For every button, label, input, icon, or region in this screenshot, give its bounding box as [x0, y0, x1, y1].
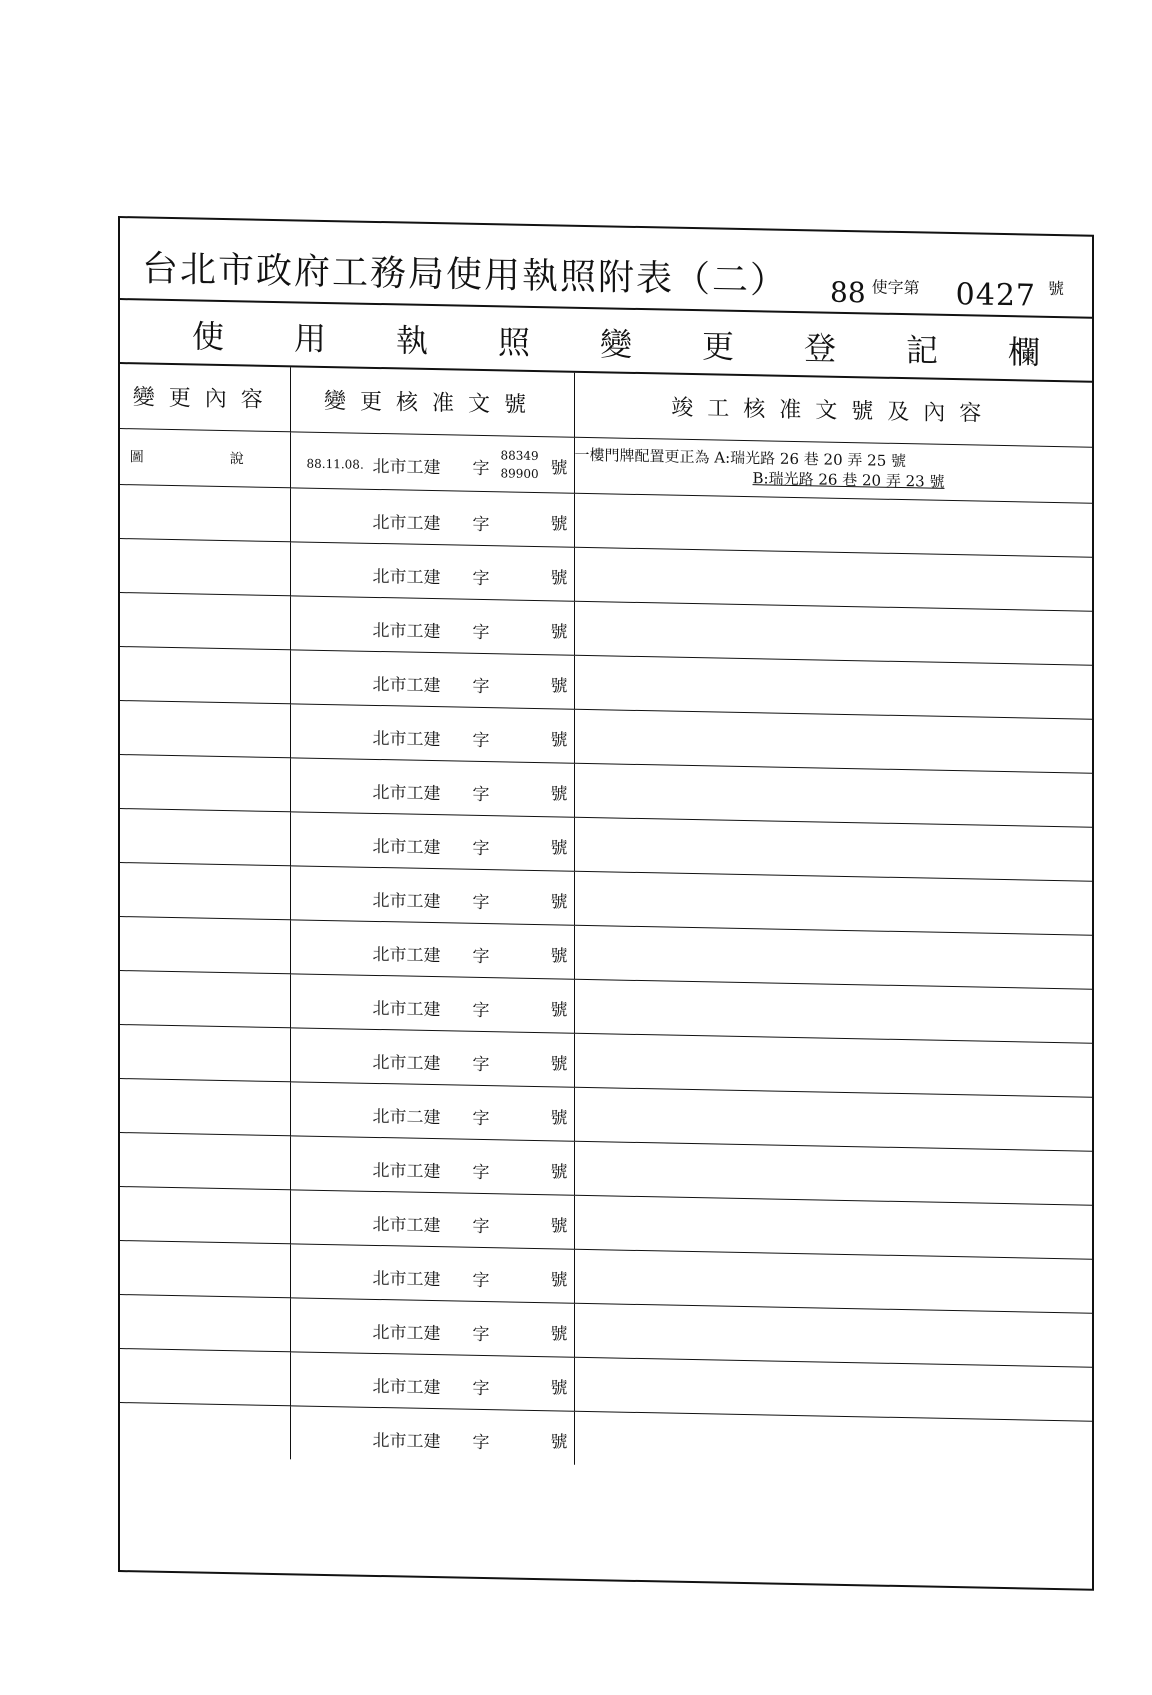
change-content-cell	[120, 1024, 290, 1081]
completion-details-cell	[574, 1357, 1092, 1421]
approval-number-cell	[290, 703, 574, 762]
approval-number-cell	[290, 1189, 574, 1248]
change-content-cell	[120, 484, 290, 541]
approval-zi: 字	[472, 622, 490, 643]
approval-hao: 號	[550, 1161, 568, 1183]
approval-dept: 北市工建	[372, 512, 441, 534]
approval-number-1: 88349	[500, 447, 539, 463]
permit-change-form	[118, 216, 1111, 1591]
header-approval-number: 變更核准文號	[290, 367, 574, 436]
approval-dept: 北市工建	[372, 1052, 441, 1074]
approval-number-2: 89900	[500, 465, 539, 481]
approval-zi: 字	[472, 568, 490, 589]
approval-zi: 字	[472, 514, 490, 535]
approval-number-cell	[290, 973, 574, 1032]
change-content-cell	[120, 1132, 290, 1189]
change-content-cell	[120, 592, 290, 649]
approval-hao: 號	[550, 513, 568, 535]
approval-number-cell	[290, 757, 574, 816]
approval-number-cell	[290, 487, 574, 546]
approval-hao: 號	[550, 1215, 568, 1237]
approval-hao: 號	[550, 1269, 568, 1291]
completion-details-cell	[574, 1249, 1092, 1313]
approval-number-cell	[290, 1243, 574, 1302]
change-content-cell	[120, 754, 290, 811]
approval-hao: 號	[550, 621, 568, 643]
approval-number-cell	[290, 1405, 574, 1464]
completion-details-cell	[574, 1087, 1092, 1151]
change-content-cell	[120, 916, 290, 973]
completion-details-cell	[574, 493, 1092, 557]
approval-hao: 號	[550, 891, 568, 913]
header-completion-details: 竣工核准文號及內容	[574, 373, 1092, 447]
approval-hao: 號	[550, 1377, 568, 1399]
approval-number-cell	[290, 649, 574, 708]
approval-dept: 北市工建	[372, 620, 441, 642]
completion-details-cell	[574, 1141, 1092, 1205]
approval-hao: 號	[550, 729, 568, 751]
detail-line-2: B:瑞光路 26 巷 20 弄 23 號	[752, 469, 945, 491]
approval-zi: 字	[472, 838, 490, 859]
approval-hao: 號	[550, 1107, 568, 1129]
banner-text: 使用執照變更登記欄	[192, 317, 1111, 374]
completion-details-cell	[574, 601, 1092, 665]
completion-details-cell	[574, 925, 1092, 989]
change-content-cell	[120, 1348, 290, 1405]
permit-suffix: 號	[1048, 278, 1065, 299]
approval-number-cell	[290, 1027, 574, 1086]
permit-number	[830, 272, 1064, 314]
approval-zi: 字	[472, 1054, 490, 1075]
permit-serial: 0427	[955, 277, 1037, 314]
approval-dept: 北市工建	[372, 1160, 441, 1182]
approval-dept: 北市工建	[372, 998, 441, 1020]
change-content-cell	[120, 538, 290, 595]
approval-zi: 字	[472, 676, 490, 697]
change-content-cell: 圖 說	[120, 428, 290, 487]
approval-hao: 號	[550, 945, 568, 967]
approval-zi: 字	[472, 946, 490, 967]
completion-details-cell	[574, 655, 1092, 719]
approval-number-cell	[290, 1081, 574, 1140]
approval-zi: 字	[472, 1378, 490, 1399]
approval-hao: 號	[550, 837, 568, 859]
approval-dept: 北市工建	[372, 1214, 441, 1236]
change-content-cell	[120, 1078, 290, 1135]
approval-dept: 北市工建	[372, 566, 441, 588]
approval-dept: 北市工建	[372, 1430, 441, 1452]
form-title: 台北市政府工務局使用執照附表（二）	[142, 248, 789, 302]
approval-dept: 北市工建	[372, 944, 441, 966]
approval-dept: 北市工建	[372, 1376, 441, 1398]
approval-dept: 北市工建	[372, 836, 441, 858]
approval-zi: 字	[472, 892, 490, 913]
change-content-cell	[120, 646, 290, 703]
approval-zi: 字	[472, 1432, 490, 1453]
completion-details-cell	[574, 1195, 1092, 1259]
completion-details-cell	[574, 817, 1092, 881]
approval-zi: 字	[472, 1324, 490, 1345]
change-content-cell	[120, 808, 290, 865]
approval-hao: 號	[550, 675, 568, 697]
approval-dept: 北市工建	[372, 728, 441, 750]
approval-numbers	[501, 446, 539, 483]
approval-zi: 字	[472, 1216, 490, 1237]
approval-zi: 字	[472, 784, 490, 805]
approval-dept: 北市工建	[372, 1322, 441, 1344]
approval-number-cell	[290, 431, 574, 492]
change-content-cell	[120, 970, 290, 1027]
approval-number-cell	[290, 1135, 574, 1194]
approval-number-cell	[290, 1297, 574, 1356]
completion-details-cell	[574, 979, 1092, 1043]
approval-hao: 號	[550, 999, 568, 1021]
change-content-cell	[120, 1294, 290, 1351]
change-content-cell	[120, 862, 290, 919]
approval-hao: 號	[550, 783, 568, 805]
completion-details-cell	[574, 1303, 1092, 1367]
approval-number-cell	[290, 919, 574, 978]
approval-hao: 號	[550, 1431, 568, 1453]
change-content-cell	[120, 1240, 290, 1297]
approval-zi: 字	[472, 1270, 490, 1291]
approval-hao: 號	[550, 1323, 568, 1345]
approval-number-cell	[290, 811, 574, 870]
approval-dept: 北市工建	[372, 674, 441, 696]
completion-details-cell	[574, 709, 1092, 773]
approval-dept: 北市工建	[372, 456, 441, 478]
approval-dept: 北市工建	[372, 890, 441, 912]
detail-line-1: 一樓門牌配置更正為 A:瑞光路 26 巷 20 弄 25 號	[574, 445, 907, 471]
approval-dept: 北市工建	[372, 782, 441, 804]
completion-details-cell	[574, 1033, 1092, 1097]
change-record-table	[120, 364, 1092, 1475]
change-content-cell	[120, 1402, 290, 1459]
completion-details-cell	[574, 437, 1092, 503]
approval-hao: 號	[550, 1053, 568, 1075]
approval-number-cell	[290, 1351, 574, 1410]
completion-details-cell	[574, 871, 1092, 935]
approval-dept: 北市工建	[372, 1268, 441, 1290]
approval-zi: 字	[472, 1000, 490, 1021]
approval-dept: 北市二建	[372, 1106, 441, 1128]
approval-number-cell	[290, 595, 574, 654]
approval-zi: 字	[472, 730, 490, 751]
completion-details-cell	[574, 547, 1092, 611]
approval-zi: 字	[472, 458, 490, 479]
approval-hao: 號	[550, 567, 568, 589]
completion-details-cell	[574, 1411, 1092, 1475]
approval-zi: 字	[472, 1108, 490, 1129]
header-change-content: 變更內容	[132, 385, 277, 414]
approval-number-cell	[290, 541, 574, 600]
permit-type: 使字第	[871, 277, 920, 298]
approval-number-cell	[290, 865, 574, 924]
permit-year: 88	[830, 275, 866, 310]
change-content-cell	[120, 1186, 290, 1243]
approval-zi: 字	[472, 1162, 490, 1183]
approval-date: 88.11.08.	[306, 456, 364, 472]
completion-details-cell	[574, 763, 1092, 827]
approval-hao: 號	[550, 457, 568, 479]
change-content-cell	[120, 700, 290, 757]
